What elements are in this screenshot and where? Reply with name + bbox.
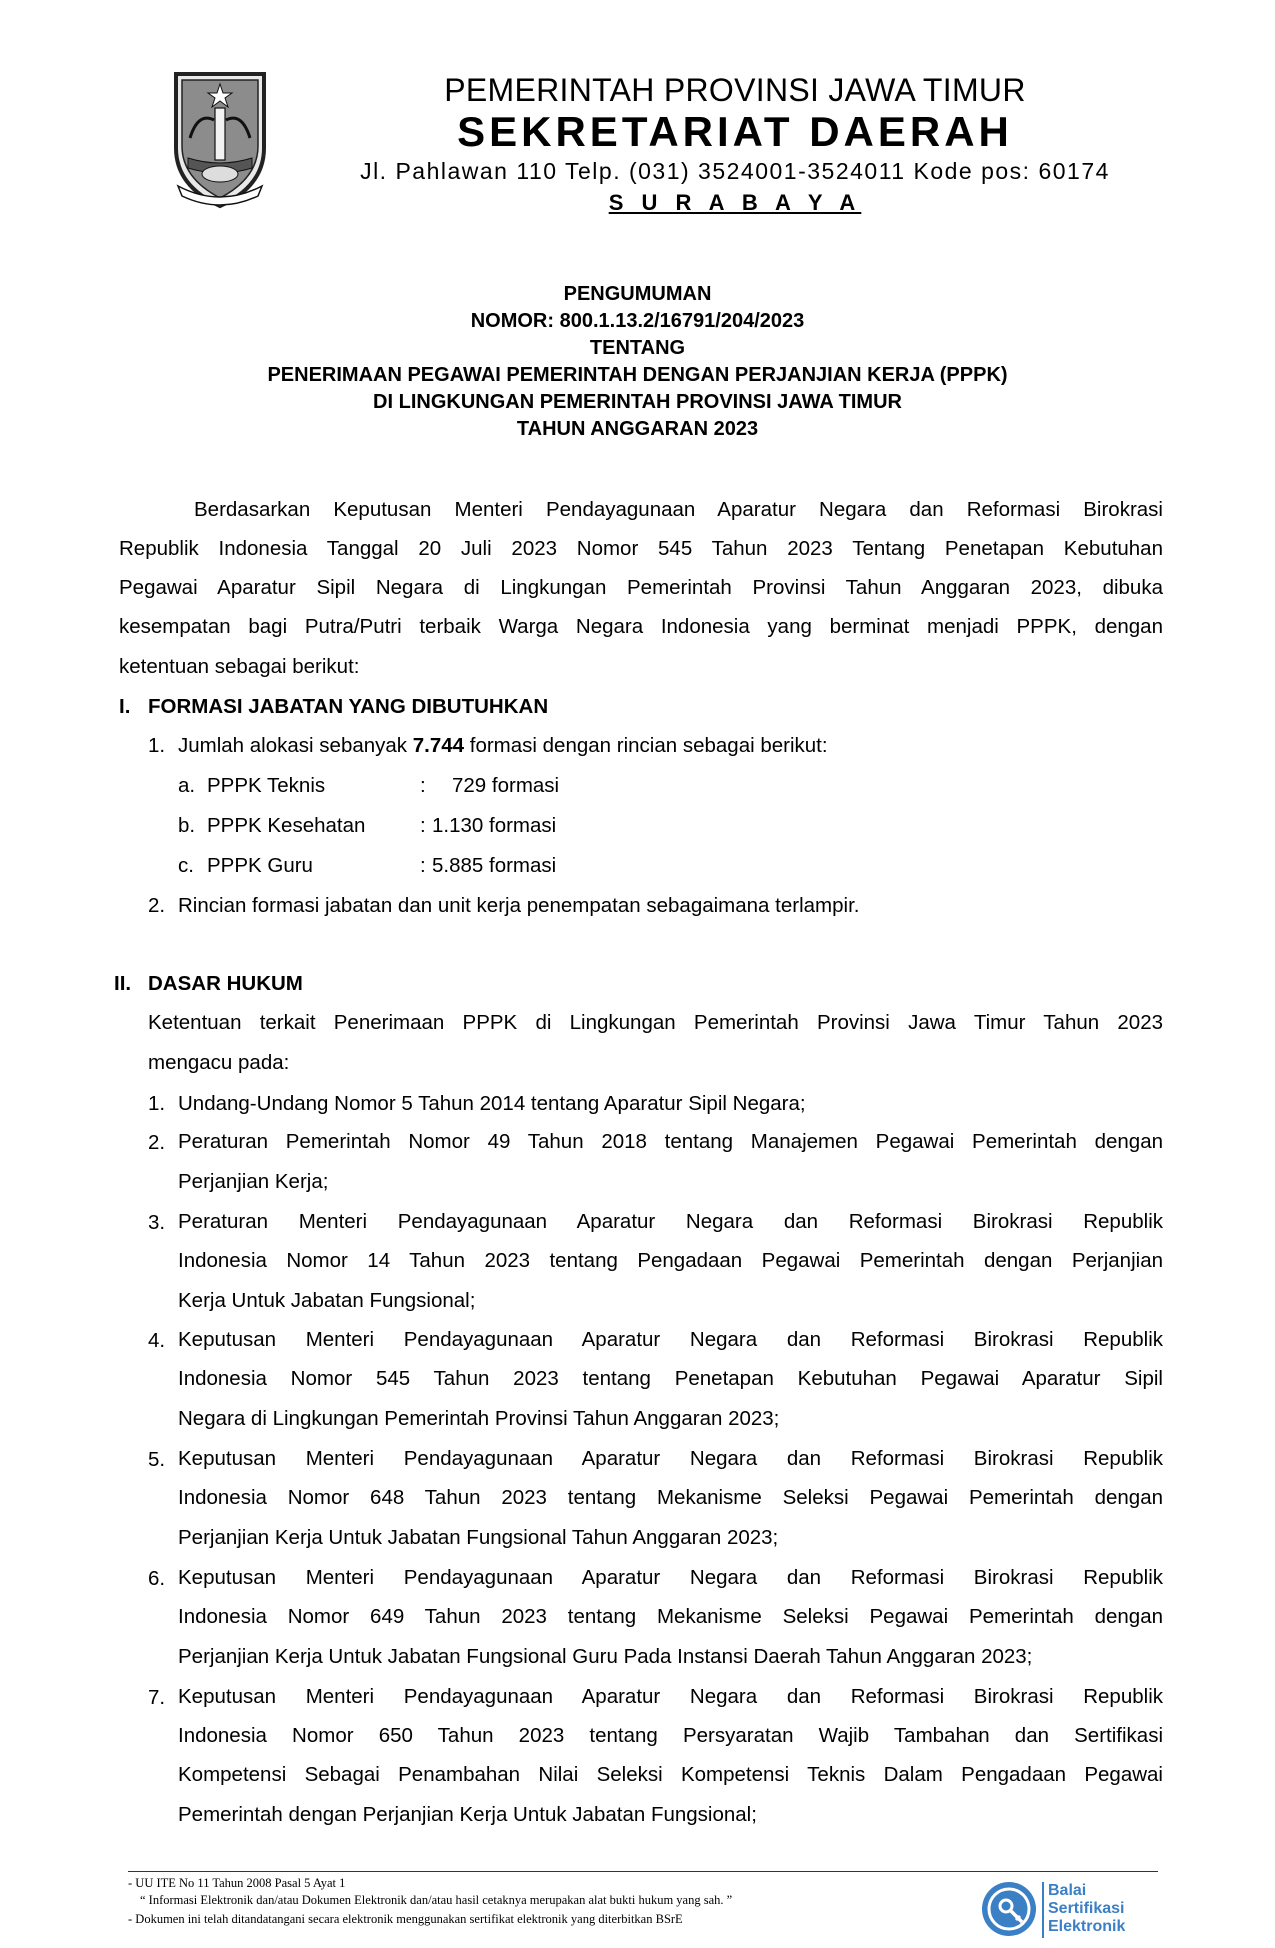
doc-number: NOMOR: 800.1.13.2/16791/204/2023 <box>470 310 805 332</box>
list-number: 3. <box>148 1211 166 1234</box>
intro-line: kesempatan bagi Putra/Putri terbaik Warga Negara Indonesia yang berminat menjadi PPPK, dengan <box>119 615 1163 638</box>
formasi-value: 1.130 formasi <box>432 814 557 837</box>
formasi-value: 729 formasi <box>452 774 560 797</box>
legal-basis-line: Perjanjian Kerja Untuk Jabatan Fungsional Guru Pada Instansi Daerah Tahun Anggaran 2023; <box>178 1645 1033 1668</box>
doc-subject-line: TAHUN ANGGARAN 2023 <box>516 418 759 440</box>
list-number: 4. <box>148 1329 166 1352</box>
bsre-text-line: Elektronik <box>1048 1918 1126 1935</box>
letterhead-office: SEKRETARIAT DAERAH <box>457 108 1013 155</box>
formasi-name: PPPK Teknis <box>207 774 326 797</box>
legal-basis-line: Keputusan Menteri Pendayagunaan Aparatur Negara dan Reformasi Birokrasi Republik <box>178 1685 1163 1708</box>
intro-line: Berdasarkan Keputusan Menteri Pendayagunaan Aparatur Negara dan Reformasi Birokrasi <box>194 498 1163 521</box>
intro-line: ketentuan sebagai berikut: <box>119 655 360 678</box>
formasi-value: 5.885 formasi <box>432 854 557 877</box>
section-numeral: I. <box>119 695 131 718</box>
doc-subject-line: DI LINGKUNGAN PEMERINTAH PROVINSI JAWA TIMUR <box>373 391 902 413</box>
list-number: 1. <box>148 1092 166 1115</box>
doc-type: PENGUMUMAN <box>563 283 712 305</box>
formasi-letter: a. <box>178 774 196 797</box>
list-number: 5. <box>148 1448 166 1471</box>
intro-line: Republik Indonesia Tanggal 20 Juli 2023 Nomor 545 Tahun 2023 Tentang Penetapan Kebutuhan <box>119 537 1163 560</box>
section-intro-line: Ketentuan terkait Penerimaan PPPK di Lingkungan Pemerintah Provinsi Jawa Timur Tahun 2023 <box>148 1011 1163 1034</box>
legal-basis-line: Keputusan Menteri Pendayagunaan Aparatur Negara dan Reformasi Birokrasi Republik <box>178 1447 1163 1470</box>
legal-basis-line: Kerja Untuk Jabatan Fungsional; <box>178 1289 476 1312</box>
formasi-sep: : <box>420 814 426 837</box>
legal-basis-line: Indonesia Nomor 648 Tahun 2023 tentang Mekanisme Seleksi Pegawai Pemerintah dengan <box>178 1486 1163 1509</box>
allocation-total: 7.744 <box>412 734 465 757</box>
legal-basis-line: Negara di Lingkungan Pemerintah Provinsi Tahun Anggaran 2023; <box>178 1407 780 1430</box>
legal-basis-line: Indonesia Nomor 545 Tahun 2023 tentang Penetapan Kebutuhan Pegawai Aparatur Sipil <box>178 1367 1163 1390</box>
list-number: 2. <box>148 894 166 917</box>
legal-basis-line: Indonesia Nomor 14 Tahun 2023 tentang Pengadaan Pegawai Pemerintah dengan Perjanjian <box>178 1249 1163 1272</box>
letterhead-city: S U R A B A Y A <box>608 190 862 215</box>
legal-basis-line: Indonesia Nomor 650 Tahun 2023 tentang Persyaratan Wajib Tambahan dan Sertifikasi <box>178 1724 1163 1747</box>
section-numeral: II. <box>114 972 132 995</box>
legal-basis-line: Perjanjian Kerja Untuk Jabatan Fungsional Tahun Anggaran 2023; <box>178 1526 779 1549</box>
footer-divider <box>128 1871 1158 1872</box>
formasi-sep: : <box>420 774 426 797</box>
doc-about: TENTANG <box>589 337 686 359</box>
legal-basis-line: Pemerintah dengan Perjanjian Kerja Untuk Jabatan Fungsional; <box>178 1803 757 1826</box>
jawa-timur-coat-of-arms-logo <box>168 68 272 210</box>
legal-basis-line: Indonesia Nomor 649 Tahun 2023 tentang Mekanisme Seleksi Pegawai Pemerintah dengan <box>178 1605 1163 1628</box>
section-heading: DASAR HUKUM <box>148 972 303 995</box>
formasi-sep: : <box>420 854 426 877</box>
legal-basis-line: Keputusan Menteri Pendayagunaan Aparatur Negara dan Reformasi Birokrasi Republik <box>178 1566 1163 1589</box>
legal-basis-line: Peraturan Menteri Pendayagunaan Aparatur Negara dan Reformasi Birokrasi Republik <box>178 1210 1163 1233</box>
bsre-logo-icon <box>980 1880 1038 1938</box>
list-item-text: Rincian formasi jabatan dan unit kerja penempatan sebagaimana terlampir. <box>178 894 860 917</box>
letterhead-address: Jl. Pahlawan 110 Telp. (031) 3524001-3524011 Kode pos: 60174 <box>360 158 1110 184</box>
formasi-name: PPPK Kesehatan <box>207 814 366 837</box>
section-heading: FORMASI JABATAN YANG DIBUTUHKAN <box>148 695 549 718</box>
legal-basis-line: Undang-Undang Nomor 5 Tahun 2014 tentang Aparatur Sipil Negara; <box>178 1092 806 1115</box>
footer-law-reference: - UU ITE No 11 Tahun 2008 Pasal 5 Ayat 1 <box>128 1876 346 1890</box>
bsre-divider <box>1042 1882 1044 1938</box>
list-number: 2. <box>148 1131 166 1154</box>
letterhead-province: PEMERINTAH PROVINSI JAWA TIMUR <box>444 72 1026 108</box>
section-intro-line: mengacu pada: <box>148 1051 290 1074</box>
formasi-name: PPPK Guru <box>207 854 313 877</box>
legal-basis-line: Perjanjian Kerja; <box>178 1170 329 1193</box>
footer-quote: “ Informasi Elektronik dan/atau Dokumen Elektronik dan/atau hasil cetaknya merupakan alat bukti hukum yang sah. ” <box>140 1893 733 1907</box>
list-number: 6. <box>148 1567 166 1590</box>
legal-basis-line: Keputusan Menteri Pendayagunaan Aparatur Negara dan Reformasi Birokrasi Republik <box>178 1328 1163 1351</box>
allocation-text: Jumlah alokasi sebanyak 7.744 formasi dengan rincian sebagai berikut: <box>178 734 828 757</box>
bsre-text-line: Sertifikasi <box>1048 1900 1125 1917</box>
footer-esign-note: - Dokumen ini telah ditandatangani secara elektronik menggunakan sertifikat elektronik yang diterbitkan BSrE <box>128 1912 683 1926</box>
intro-line: Pegawai Aparatur Sipil Negara di Lingkungan Pemerintah Provinsi Tahun Anggaran 2023, dibuka <box>119 576 1163 599</box>
list-number: 7. <box>148 1686 166 1709</box>
doc-subject-line: PENERIMAAN PEGAWAI PEMERINTAH DENGAN PERJANJIAN KERJA (PPPK) <box>267 364 1008 386</box>
list-number: 1. <box>148 734 166 757</box>
formasi-letter: c. <box>178 854 194 877</box>
bsre-text-line: Balai <box>1048 1882 1087 1899</box>
legal-basis-line: Kompetensi Sebagai Penambahan Nilai Seleksi Kompetensi Teknis Dalam Pengadaan Pegawai <box>178 1763 1163 1786</box>
formasi-letter: b. <box>178 814 196 837</box>
legal-basis-line: Peraturan Pemerintah Nomor 49 Tahun 2018 tentang Manajemen Pegawai Pemerintah dengan <box>178 1130 1163 1153</box>
